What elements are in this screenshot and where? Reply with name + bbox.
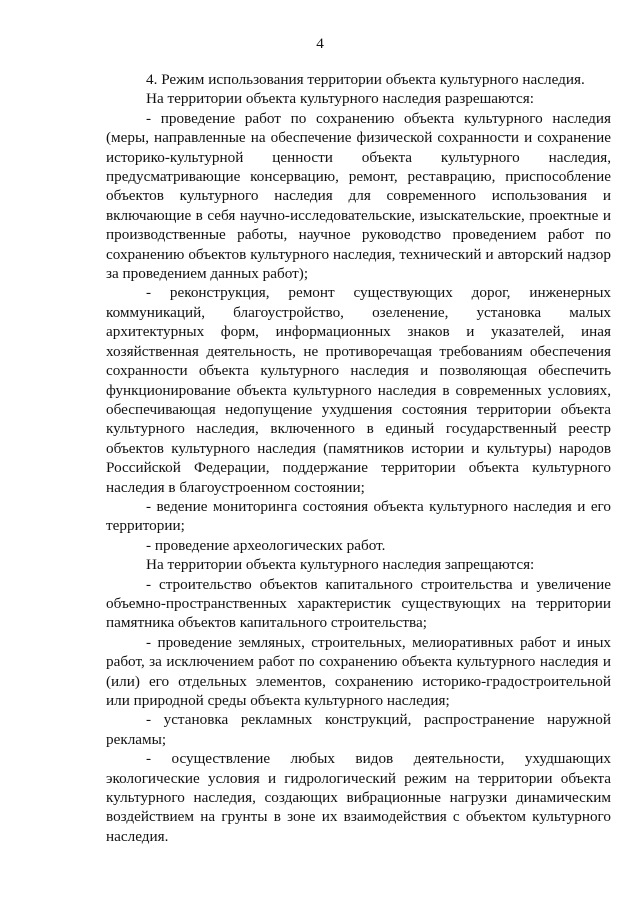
allowed-item: - ведение мониторинга состояния объекта культурного наследия и его территории;: [106, 497, 611, 535]
allowed-item: - проведение археологических работ.: [146, 536, 386, 554]
prohibited-item: - установка рекламных конструкций, распространение наружной рекламы;: [106, 711, 611, 748]
allowed-item: - проведение работ по сохранению объекта культурного наследия (меры, направленные на обеспечение физической сохранности и сохранение историко-культурной ценности объекта культурного наследия, предусматривающие консервацию, ремонт, реставрацию, приспособление объектов культурного наследия для современного использования и включающие в себя научно-исследовательские, изыскательские, проектные и производственные работы, научное руководство проведением работ по сохранению объектов культурного наследия, технический и авторский надзор за проведением данных работ);: [106, 109, 611, 283]
prohibited-item: - проведение земляных, строительных, мелиоративных работ и иных работ, за исключением работ по сохранению объекта культурного наследия и (или) его отдельных элементов, сохранению историко-градостроительной или природной среды объекта культурного наследия;: [106, 633, 611, 709]
prohibited-item: - строительство объектов капитального строительства и увеличение объемно-пространственных характеристик существующих на территории памятника объектов капитального строительства;: [106, 575, 611, 632]
document-body: [106, 70, 611, 846]
allowed-intro: На территории объекта культурного наследия разрешаются:: [146, 90, 534, 108]
page-number: 4: [316, 35, 324, 52]
prohibited-item: - осуществление любых видов деятельности, ухудшающих экологические условия и гидрологический режим на территории объекта культурного наследия, создающих вибрационные нагрузки динамическим воздействием на грунты в зоне их взаимодействия с объектом культурного наследия.: [106, 750, 611, 845]
prohibited-intro: На территории объекта культурного наследия запрещаются:: [146, 556, 535, 574]
allowed-item: - реконструкция, ремонт существующих дорог, инженерных коммуникаций, благоустройство, озеленение, установка малых архитектурных форм, информационных знаков и указателей, иная хозяйственная деятельность, не противоречащая требованиям обеспечения сохранности объекта культурного наследия и позволяющая обеспечить функционирование объекта культурного наследия в современных условиях, обеспечивающая недопущение ухудшения состояния территории объекта культурного наследия, включенного в единый государственный реестр объектов культурного наследия (памятников истории и культуры) народов Российской Федерации, поддержание территории объекта культурного наследия в благоустроенном состоянии;: [106, 284, 611, 496]
section-heading: 4. Режим использования территории объекта культурного наследия.: [146, 71, 585, 88]
